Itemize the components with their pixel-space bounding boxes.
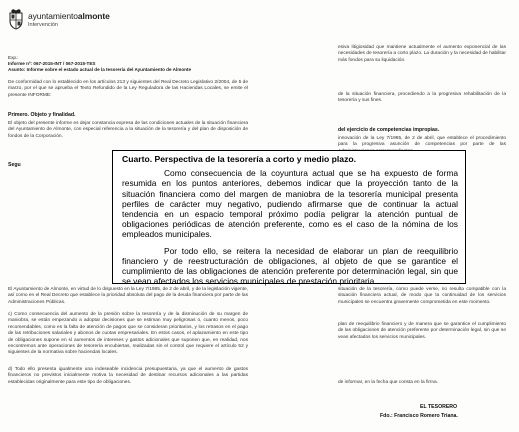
organization-name: ayuntamientoalmonte xyxy=(28,11,110,21)
signature-title: EL TESORERO xyxy=(420,404,458,410)
right-paragraph-1: esiva litigiosidad que mantiene actualmente el aumento exponencial de las necesidades de tesorería a corto plazo. La duración y la necesidad de habilitar más fondos para su liquidación. xyxy=(338,45,506,63)
right-closing-line: de informar, en la fecha que consta en la firma. xyxy=(338,380,438,385)
department-name: Intervención xyxy=(28,22,58,28)
section-heading-first: Primero. Objeto y finalidad. xyxy=(8,112,76,118)
reference-exp: Exp.: xyxy=(8,55,19,60)
right-paragraph-2: de la situación financiera, procediendo a la progresiva rehabilitación de la tesorería y sus fines. xyxy=(338,92,506,104)
paragraph-c: c) Como consecuencia del aumento de la presión sobre la tesorería y de la disminución de su margen de maniobra, se están empezando a adoptar decisiones que se estiman muy peligrosas o, cuanto menos, poco recomendables, como es la falta de atención de pagos que se consideran prioritarios, y los retrasos en el pago de las retribuciones salariales y abonos de cuotas empresariales. En estos casos, el aplazamiento en este tipo de obligaciones supone en sí aumentos de intereses y gastos adicionales que suponen que, en realidad, nos encontremos ante operaciones de tesorería encubiertas, realizadas sin el control que requiere el artículo 52 y siguientes de la normativa sobre haciendas locales. xyxy=(8,312,248,356)
highlighted-excerpt-box xyxy=(112,150,466,287)
paragraph-d: d) Todo ello presenta igualmente una indeseable incidencia presupuestaria, ya que el aumento de gastos financieros no previstos inicialmente motiva la necesidad de destinar recursos adicionales a las partidas establecidas originalmente para este tipo de obligaciones. xyxy=(8,367,248,385)
right-paragraph-4: situación de la tesorería, como puede verse, no resulta compatible con la situación financiera actual, de modo que la continuidad de los servicios municipales se encuentra gravemente comprometida en este momento. xyxy=(338,287,506,305)
reference-subject: Asunto: Informe sobre el estado actual de la tesorería del Ayuntamiento de Almonte xyxy=(8,67,192,72)
right-section-heading: del ejercicio de competencias impropias. xyxy=(338,127,440,133)
excerpt-paragraph-1: Como consecuencia de la coyuntura actual que se ha expuesto de forma resumida en los puntos anteriores, debemos indicar que la proyección tanto de la situación financiera como del margen de maniobra de la tesorería municipal presenta perfiles de carácter muy negativo, pudiendo afirmarse que de continuar la actual tendencia en un espacio temporal próximo podía peligrar la atención puntual de obligaciones periódicas de atención preferente, como es el caso de la nómina de los empleados municipales. xyxy=(122,168,458,240)
right-paragraph-3-cont xyxy=(470,152,508,276)
coat-of-arms-icon xyxy=(8,8,24,30)
excerpt-paragraph-2: Por todo ello, se reitera la necesidad de elaborar un plan de reequilibrio financiero y de reestructuración de obligaciones, al objeto de que se garantice el cumplimiento de las obligaciones de atención preferente por determinación legal, sin que se vean afectados los servicios municipales de prestación prioritaria. xyxy=(122,245,458,287)
signature-name: Fdo.: Francisco Romero Triana. xyxy=(380,413,458,419)
legal-paragraph: El Ayuntamiento de Almonte, en virtud de lo dispuesto en la Ley 7/1985, de 2 de abril, y de la legislación vigente, así como en el Real Decreto que establece la prioridad absoluta del pago de la deuda financiera por parte de las Administraciones Públicas. xyxy=(8,287,248,305)
right-paragraph-5: plan de reequilibrio financiero y de manera que se garantice el cumplimiento de las obligaciones de atención preferente por determinación legal, sin que se vean afectados los servicios municipales. xyxy=(338,322,506,340)
excerpt-title: Cuarto. Perspectiva de la tesorería a corto y medio plazo. xyxy=(122,154,357,164)
right-paragraph-3: innovación de la Ley 7/1985, de 2 de abril, que establece el procedimiento para la progresiva asunción de competencias por parte de las xyxy=(338,136,506,148)
intro-paragraph: De conformidad con lo establecido en los artículos 213 y siguientes del Real Decreto Legislativo 2/2004, de 5 de marzo, por el que se aprueba el Texto Refundido de la Ley Reguladora de las Haciendas Locales, se emite el presente INFORME: xyxy=(8,80,248,98)
reference-report-number: Informe nº: 067-2015-INT / 067-2015-TES xyxy=(8,61,96,66)
object-paragraph: El objeto del presente informe es dejar constancia expresa de las condiciones actuales de la situación financiera del Ayuntamiento de Almonte, con especial referencia a la situación de la tesorería y del plan de disposición de fondos de la Corporación. xyxy=(8,121,248,139)
section-heading-second-partial: Segu xyxy=(8,162,21,168)
